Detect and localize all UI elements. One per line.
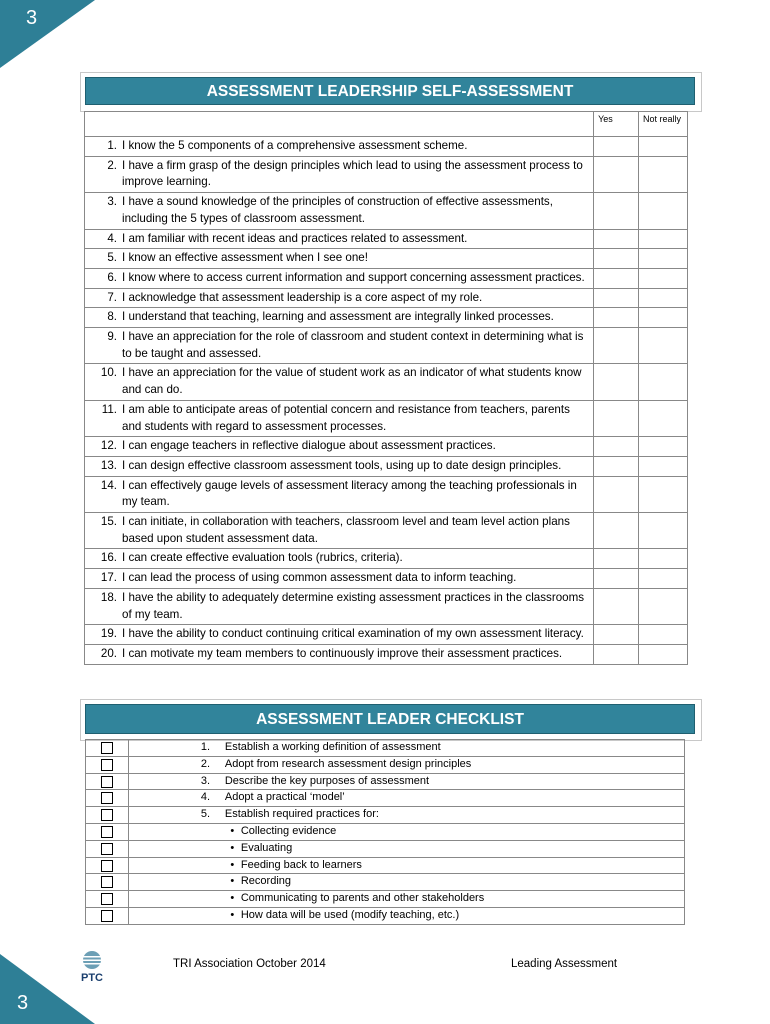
checkbox-cell [86,823,129,840]
question-text: I have the ability to conduct continuing critical examination of my own assessment literacy. [122,627,584,641]
yes-answer-cell[interactable] [594,137,639,157]
question-text: I acknowledge that assessment leadership is a core aspect of my role. [122,290,483,304]
item-text: Establish required practices for: [224,808,379,821]
yes-answer-cell[interactable] [594,476,639,512]
question-cell [85,569,594,589]
checklist-item [128,823,684,840]
question-text: I can design effective classroom assessment tools, using up to date design principles. [122,458,562,472]
question-number: 15. [100,515,117,529]
yes-answer-cell[interactable] [594,229,639,249]
table-row [85,588,688,624]
table-header-row [85,112,688,137]
question-number: 19. [100,627,117,641]
question-number: 4. [107,231,117,245]
question-cell [85,328,594,364]
checklist-item [128,807,684,824]
question-text: I can effectively gauge levels of assessment literacy among the teaching professionals in my team. [122,478,577,509]
table-row [85,288,688,308]
checklist-row [86,891,685,908]
question-cell [85,476,594,512]
question-number: 18. [100,590,117,604]
bullet-marker: • [230,841,235,854]
checklist-item [128,756,684,773]
checkbox[interactable] [101,910,113,922]
question-text: I am familiar with recent ideas and practices related to assessment. [122,231,468,245]
not-really-answer-cell[interactable] [639,569,688,589]
question-text: I can initiate, in collaboration with teachers, classroom level and team level action plans based upon student assessment data. [122,515,570,545]
checklist-title: ASSESSMENT LEADER CHECKLIST [85,704,695,734]
checklist-row [86,874,685,891]
checklist-item [128,857,684,874]
not-really-answer-cell[interactable] [639,308,688,328]
question-number: 11. [101,402,117,416]
question-cell [85,288,594,308]
item-text: Communicating to parents and other stakeholders [240,892,485,905]
table-row [85,156,688,192]
table-row [85,268,688,288]
corner-decoration-top [0,0,95,68]
not-really-answer-cell[interactable] [639,268,688,288]
yes-answer-cell[interactable] [594,364,639,400]
bullet-marker: • [230,875,235,888]
table-row [85,625,688,645]
yes-answer-cell[interactable] [594,400,639,436]
table-row [85,549,688,569]
item-text: Evaluating [240,841,293,854]
question-number: 13. [100,458,117,472]
checklist-row [86,907,685,924]
page-number-top: 3 [26,7,38,29]
checklist-item [128,740,684,757]
checkbox-cell [86,874,129,891]
question-cell [85,137,594,157]
question-number: 20. [100,646,117,660]
question-cell [85,437,594,457]
bullet-marker: • [230,858,235,871]
checkbox-cell [86,907,129,924]
self-assessment-table [84,111,688,665]
not-really-answer-cell[interactable] [639,229,688,249]
table-row [85,437,688,457]
yes-answer-cell[interactable] [594,156,639,192]
table-row [85,400,688,436]
item-text: Adopt a practical ‘model’ [224,791,345,804]
question-cell [85,456,594,476]
checkbox-cell [86,790,129,807]
table-row [85,569,688,589]
checklist-item [128,773,684,790]
not-really-answer-cell[interactable] [639,437,688,457]
not-really-answer-cell[interactable] [639,288,688,308]
not-really-answer-cell[interactable] [639,513,688,549]
question-cell [85,193,594,229]
checklist-item [128,891,684,908]
question-text: I have a firm grasp of the design principles which lead to using the assessment process to improve learning. [122,158,583,189]
checkbox-cell [86,740,129,757]
yes-answer-cell[interactable] [594,588,639,624]
question-text: I can engage teachers in reflective dialogue about assessment practices. [122,439,496,453]
question-cell [85,308,594,328]
question-cell [85,549,594,569]
table-row [85,308,688,328]
not-really-answer-cell[interactable] [639,249,688,269]
checkbox-cell [86,773,129,790]
yes-answer-cell[interactable] [594,513,639,549]
question-number: 17. [100,571,117,585]
item-text: Describe the key purposes of assessment [224,774,430,787]
yes-answer-cell[interactable] [594,249,639,269]
item-text: Feeding back to learners [240,858,362,871]
table-row [85,364,688,400]
yes-answer-cell[interactable] [594,328,639,364]
checklist-row [86,773,685,790]
question-number: 5. [107,251,117,265]
checkbox[interactable] [101,759,113,771]
checkbox-cell [86,857,129,874]
not-really-answer-cell[interactable] [639,625,688,645]
question-text: I can motivate my team members to continuously improve their assessment practices. [122,646,563,660]
checkbox-cell [86,891,129,908]
not-really-answer-cell[interactable] [639,364,688,400]
ptc-logo-icon [78,950,106,984]
self-assessment-title: ASSESSMENT LEADERSHIP SELF-ASSESSMENT [85,77,695,105]
checklist-table [85,739,685,925]
footer-right-text: Leading Assessment [511,958,618,970]
yes-answer-cell[interactable] [594,308,639,328]
item-text: How data will be used (modify teaching, etc.) [240,908,460,921]
table-row [85,456,688,476]
table-row [85,229,688,249]
question-text: I know the 5 components of a comprehensive assessment scheme. [122,139,468,152]
checklist-item [128,874,684,891]
not-really-answer-cell[interactable] [639,156,688,192]
yes-answer-cell[interactable] [594,625,639,645]
checklist-row [86,807,685,824]
footer-center-text: TRI Association October 2014 [173,958,326,970]
not-really-answer-cell[interactable] [639,193,688,229]
not-really-answer-cell[interactable] [639,476,688,512]
checkbox[interactable] [101,742,113,754]
question-text: I know where to access current information and support concerning assessment practices. [122,270,585,284]
not-really-answer-cell[interactable] [639,137,688,157]
page-number-bottom: 3 [17,992,29,1014]
checkbox-cell [86,807,129,824]
yes-answer-cell[interactable] [594,456,639,476]
question-text: I have the ability to adequately determine existing assessment practices in the classrooms of my team. [122,590,585,621]
not-really-answer-cell[interactable] [639,456,688,476]
table-row [85,476,688,512]
question-cell [85,249,594,269]
question-number: 6. [107,270,117,284]
question-number: 2. [107,158,117,172]
question-text: I know an effective assessment when I see one! [122,251,368,265]
checklist-item [128,907,684,924]
logo-text: PTC [81,972,103,984]
checkbox-cell [86,840,129,857]
checkbox[interactable] [101,776,113,788]
question-cell [85,229,594,249]
question-text: I understand that teaching, learning and assessment are integrally linked processes. [122,310,554,324]
checkbox[interactable] [101,860,113,872]
not-really-answer-cell[interactable] [639,644,688,664]
question-number: 1. [107,139,117,152]
header-blank-cell [85,112,594,137]
question-cell [85,588,594,624]
not-really-answer-cell[interactable] [639,328,688,364]
yes-answer-cell[interactable] [594,437,639,457]
yes-answer-cell[interactable] [594,569,639,589]
bullet-marker: • [230,908,235,921]
question-number: 16. [100,551,117,565]
table-row [85,644,688,664]
checklist-row [86,740,685,757]
yes-answer-cell[interactable] [594,193,639,229]
checklist-row [86,823,685,840]
question-cell [85,513,594,549]
table-row [85,328,688,364]
checklist-row [86,840,685,857]
question-number: 10. [100,366,117,380]
checkbox[interactable] [101,809,113,821]
checkbox[interactable] [101,876,113,888]
question-text: I have an appreciation for the role of classroom and student context in determining what is to be taught and assessed. [122,330,584,360]
bullet-marker: • [230,824,235,837]
item-number: 4. [200,791,211,804]
checklist-item [128,790,684,807]
not-really-answer-cell[interactable] [639,549,688,569]
checklist-row [86,790,685,807]
yes-answer-cell[interactable] [594,644,639,664]
question-text: I can lead the process of using common assessment data to inform teaching. [122,571,517,585]
question-text: I have an appreciation for the value of student work as an indicator of what students know and can do. [122,366,582,397]
question-number: 7. [107,290,117,304]
table-row [85,249,688,269]
question-number: 12. [100,439,117,453]
checklist-row [86,756,685,773]
question-cell [85,400,594,436]
checkbox[interactable] [101,792,113,804]
not-really-answer-cell[interactable] [639,400,688,436]
question-cell [85,625,594,645]
checkbox-cell [86,756,129,773]
question-cell [85,156,594,192]
question-number: 14. [100,478,117,492]
header-yes: Yes [594,112,639,137]
table-row [85,137,688,157]
bullet-marker: • [230,892,235,905]
question-cell [85,364,594,400]
checkbox[interactable] [101,843,113,855]
item-text: Collecting evidence [240,824,337,837]
table-row [85,513,688,549]
not-really-answer-cell[interactable] [639,588,688,624]
question-number: 9. [107,330,117,344]
item-number: 2. [200,757,211,770]
checklist-row [86,857,685,874]
item-text: Recording [240,875,291,888]
question-text: I can create effective evaluation tools (rubrics, criteria). [122,551,403,565]
question-number: 3. [107,195,117,209]
item-text: Establish a working definition of assessment [224,741,441,753]
item-number: 3. [200,774,211,787]
yes-answer-cell[interactable] [594,549,639,569]
table-row [85,193,688,229]
header-not-really: Not really [639,112,688,137]
question-text: I have a sound knowledge of the principles of construction of effective assessments, including the 5 types of classroom assessment. [122,195,553,225]
item-number: 5. [200,808,211,821]
checklist-item [128,840,684,857]
yes-answer-cell[interactable] [594,268,639,288]
checkbox[interactable] [101,826,113,838]
item-text: Adopt from research assessment design principles [224,757,472,770]
item-number: 1. [200,741,211,753]
question-number: 8. [107,310,117,324]
question-cell [85,268,594,288]
question-text: I am able to anticipate areas of potential concern and resistance from teachers, parents and students with regard to assessment processes. [122,402,570,433]
question-cell [85,644,594,664]
self-assessment-banner [80,72,702,112]
checklist-banner [80,699,702,741]
checkbox[interactable] [101,893,113,905]
yes-answer-cell[interactable] [594,288,639,308]
